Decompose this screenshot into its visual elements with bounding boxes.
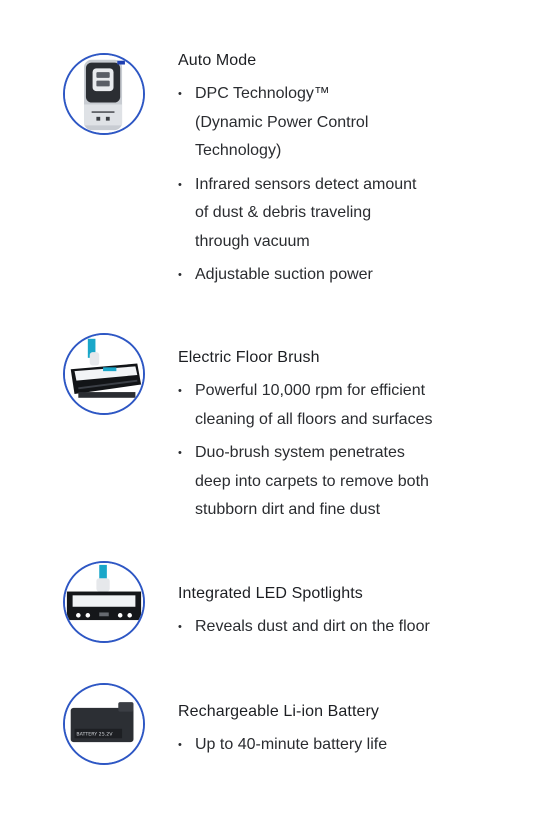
- bullet-item: • Adjustable suction power: [178, 261, 478, 290]
- bullet-item: • Infrared sensors detect amount of dust & debris traveling through vacuum: [178, 171, 478, 257]
- battery-icon: [63, 683, 145, 765]
- feature-bullets: [178, 731, 478, 765]
- feature-bullets: [178, 377, 478, 530]
- feature-title: Electric Floor Brush: [178, 349, 320, 366]
- feature-title: Rechargeable Li-ion Battery: [178, 703, 380, 720]
- bullet-item: • Up to 40-minute battery life: [178, 731, 478, 760]
- feature-bullets: [178, 80, 478, 295]
- feature-title: Auto Mode: [178, 52, 257, 69]
- bullet-item: • Powerful 10,000 rpm for efficient cleaning of all floors and surfaces: [178, 377, 478, 434]
- auto-mode-control-icon: [63, 53, 145, 135]
- feature-title: Integrated LED Spotlights: [178, 585, 363, 602]
- bullet-item: • Reveals dust and dirt on the floor: [178, 613, 478, 642]
- floor-brush-icon: [63, 333, 145, 415]
- led-spotlight-icon: [63, 561, 145, 643]
- bullet-item: • DPC Technology™ (Dynamic Power Control Technology): [178, 80, 478, 166]
- bullet-item: • Duo-brush system penetrates deep into carpets to remove both stubborn dirt and fine dust: [178, 439, 478, 525]
- feature-bullets: [178, 613, 478, 647]
- battery-label: BATTERY 25.2V: [76, 732, 113, 738]
